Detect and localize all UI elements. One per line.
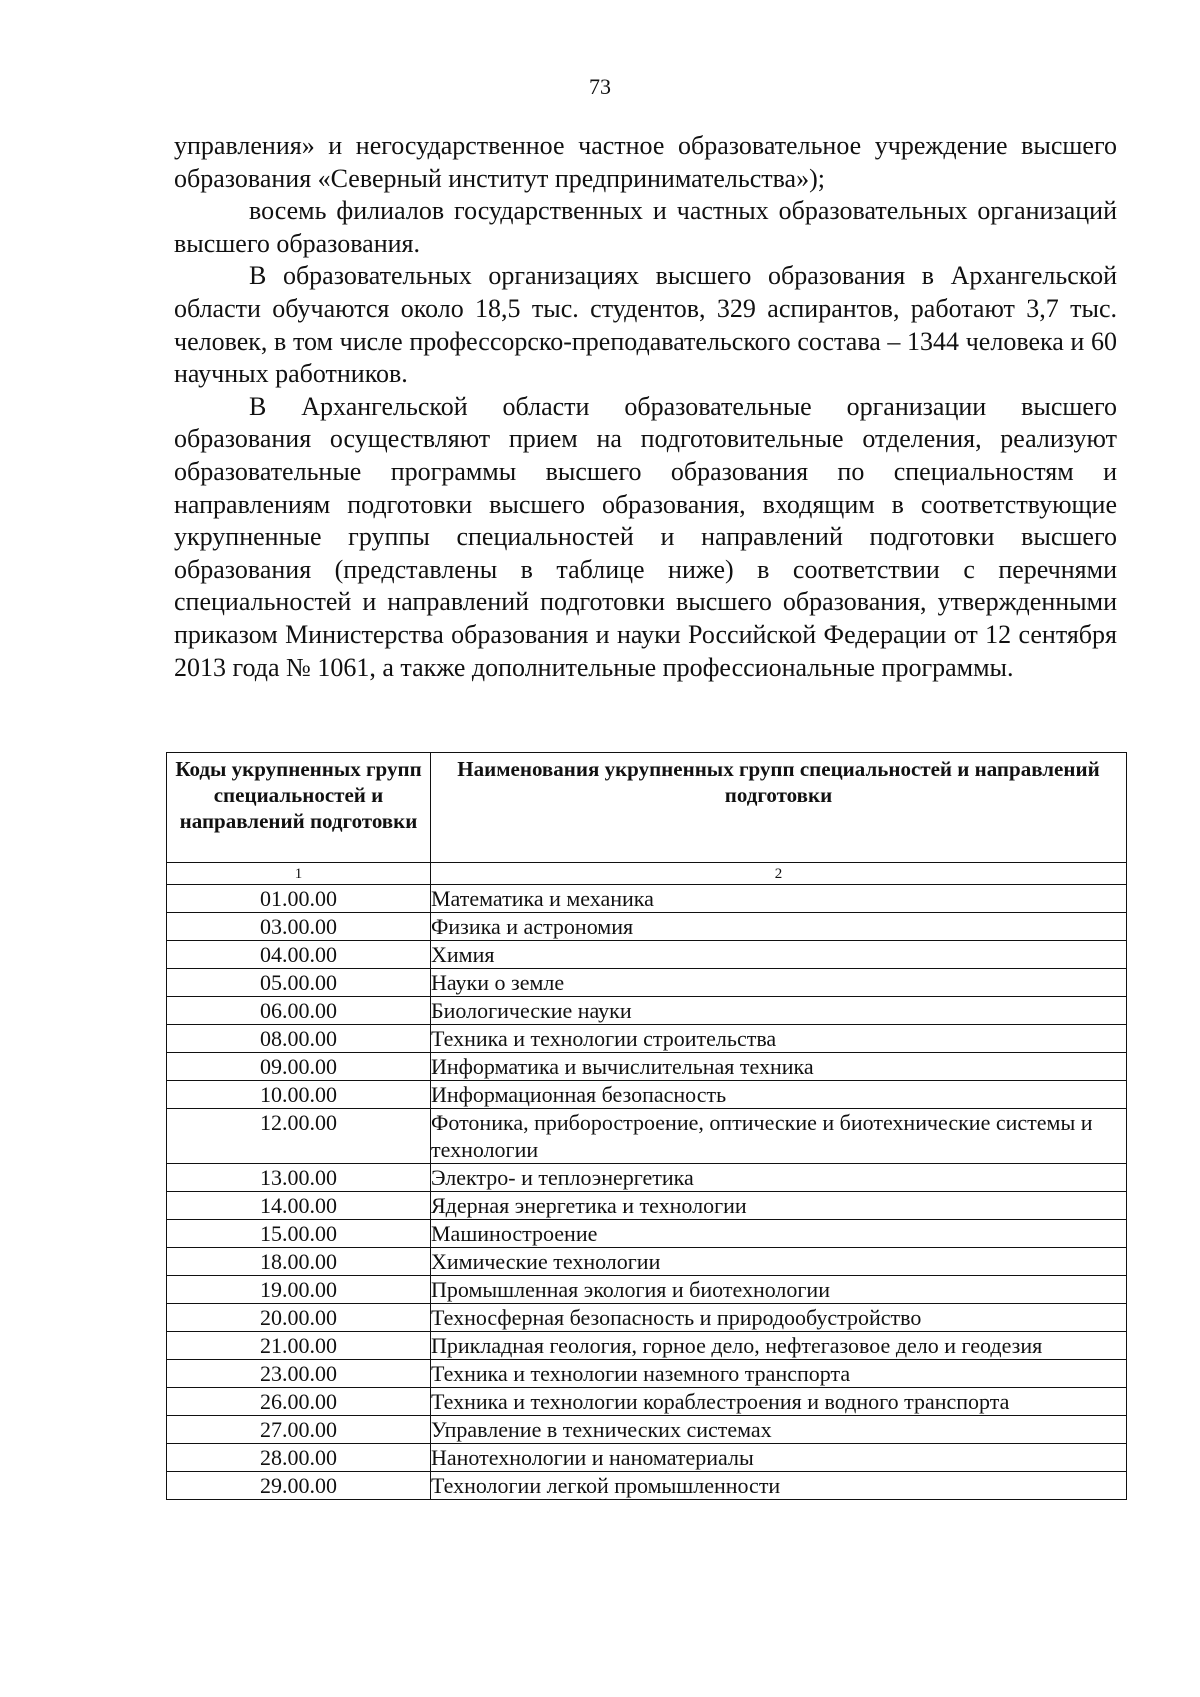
group-name: Нанотехнологии и наноматериалы [431, 1444, 1127, 1472]
group-name: Машиностроение [431, 1220, 1127, 1248]
group-code: 15.00.00 [167, 1220, 431, 1248]
group-name: Техника и технологии наземного транспорта [431, 1360, 1127, 1388]
group-code: 10.00.00 [167, 1081, 431, 1109]
group-code: 14.00.00 [167, 1192, 431, 1220]
group-name: Управление в технических системах [431, 1416, 1127, 1444]
paragraph: В образовательных организациях высшего образования в Архангельской области обучаются около 18,5 тыс. студентов, 329 аспирантов, работают 3,7 тыс. человек, в том числе профессорско-преподавательского состава – 1344 человека и 60 научных работников. [174, 261, 1117, 389]
group-code: 05.00.00 [167, 969, 431, 997]
group-name: Прикладная геология, горное дело, нефтегазовое дело и геодезия [431, 1332, 1127, 1360]
group-code: 23.00.00 [167, 1360, 431, 1388]
group-code: 29.00.00 [167, 1472, 431, 1500]
table-row [167, 1220, 1127, 1248]
group-name: Промышленная экология и биотехнологии [431, 1276, 1127, 1304]
column-number: 2 [431, 863, 1127, 885]
group-code: 03.00.00 [167, 913, 431, 941]
column-number-row [167, 863, 1127, 885]
table-row [167, 1388, 1127, 1416]
group-name: Техносферная безопасность и природообустройство [431, 1304, 1127, 1332]
paragraph: В Архангельской области образовательные организации высшего образования осуществляют прием на подготовительные отделения, реализуют образовательные программы высшего образования по специальностям и направлениям подготовки высшего образования, входящим в соответствующие укрупненные группы специальностей и направлений подготовки высшего образования (представлены в таблице ниже) в соответствии с перечнями специальностей и направлений подготовки высшего образования, утвержденными приказом Министерства образования и науки Российской Федерации от 12 сентября 2013 года № 1061, а также дополнительные профессиональные программы. [174, 391, 1117, 682]
table-row [167, 1248, 1127, 1276]
body-text [174, 130, 1117, 684]
group-code: 01.00.00 [167, 885, 431, 913]
table-row [167, 1472, 1127, 1500]
group-name: Физика и астрономия [431, 913, 1127, 941]
group-code: 18.00.00 [167, 1248, 431, 1276]
table-row [167, 1360, 1127, 1388]
table-row [167, 1444, 1127, 1472]
group-code: 08.00.00 [167, 1025, 431, 1053]
table-row [167, 1304, 1127, 1332]
group-code: 12.00.00 [167, 1109, 431, 1164]
group-code: 21.00.00 [167, 1332, 431, 1360]
table-row [167, 1081, 1127, 1109]
table-body [167, 885, 1127, 1500]
group-code: 27.00.00 [167, 1416, 431, 1444]
table-row [167, 885, 1127, 913]
group-name: Ядерная энергетика и технологии [431, 1192, 1127, 1220]
paragraph: управления» и негосударственное частное образовательное учреждение высшего образования «Северный институт предпринимательства»); [174, 131, 1117, 193]
table-header-row [167, 753, 1127, 863]
group-name: Электро- и теплоэнергетика [431, 1164, 1127, 1192]
page-number: 73 [589, 74, 611, 99]
group-name: Химические технологии [431, 1248, 1127, 1276]
group-name: Химия [431, 941, 1127, 969]
group-code: 19.00.00 [167, 1276, 431, 1304]
group-code: 13.00.00 [167, 1164, 431, 1192]
group-name: Техника и технологии кораблестроения и водного транспорта [431, 1388, 1127, 1416]
group-code: 09.00.00 [167, 1053, 431, 1081]
group-code: 04.00.00 [167, 941, 431, 969]
table-row [167, 1025, 1127, 1053]
table-row [167, 1332, 1127, 1360]
table-row [167, 1276, 1127, 1304]
paragraph: восемь филиалов государственных и частных образовательных организаций высшего образования. [174, 196, 1117, 258]
group-name: Техника и технологии строительства [431, 1025, 1127, 1053]
group-code: 20.00.00 [167, 1304, 431, 1332]
table-row [167, 997, 1127, 1025]
table-row [167, 1416, 1127, 1444]
header-names: Наименования укрупненных групп специальностей и направлений подготовки [431, 753, 1127, 863]
specialty-groups-table [166, 752, 1127, 1500]
table-row [167, 1164, 1127, 1192]
group-name: Науки о земле [431, 969, 1127, 997]
table-row [167, 941, 1127, 969]
group-name: Биологические науки [431, 997, 1127, 1025]
table-row [167, 1053, 1127, 1081]
table-row [167, 913, 1127, 941]
group-code: 28.00.00 [167, 1444, 431, 1472]
table-row [167, 1192, 1127, 1220]
group-name: Информационная безопасность [431, 1081, 1127, 1109]
group-name: Информатика и вычислительная техника [431, 1053, 1127, 1081]
column-number: 1 [167, 863, 431, 885]
group-code: 26.00.00 [167, 1388, 431, 1416]
group-name: Фотоника, приборостроение, оптические и биотехнические системы и технологии [431, 1109, 1127, 1164]
header-codes: Коды укрупненных групп специальностей и направлений подготовки [167, 753, 431, 863]
group-code: 06.00.00 [167, 997, 431, 1025]
table-row [167, 1109, 1127, 1164]
table-row [167, 969, 1127, 997]
group-name: Математика и механика [431, 885, 1127, 913]
group-name: Технологии легкой промышленности [431, 1472, 1127, 1500]
